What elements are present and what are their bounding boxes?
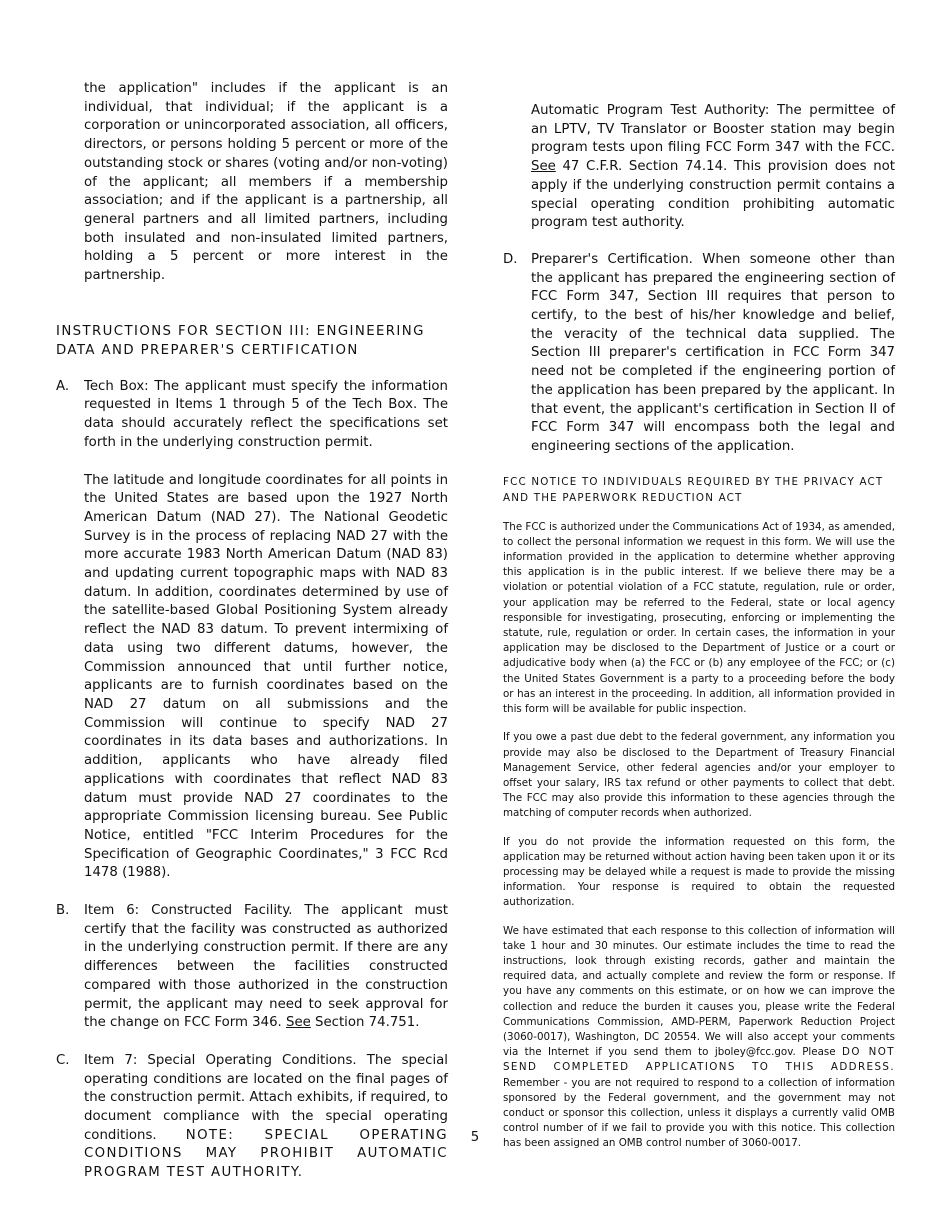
notice-paragraph-4 bbox=[503, 924, 895, 1152]
auto-test-paragraph bbox=[503, 102, 895, 233]
item-a-letter: A. bbox=[56, 378, 70, 394]
item-a-text2: The latitude and longitude coordinates for all points in the United States are based upon the 1927 North American Datum (NAD 27). The National Geodetic Survey is in the process of replacing NAD 27 with the more accurate 1983 North American Datum (NAD 83) and updating current topographic maps with NAD 83 datum. In addition, coordinates determined by use of the satellite-based Global Positioning System already reflect the NAD 83 datum. To prevent intermixing of data using two different datums, however, the Commission announced that until further notice, applicants are to furnish coordinates based on the NAD 27 datum on all submissions and the Commission will continue to specify NAD 27 coordinates in its data bases and authorizations. In addition, applicants who have already filed applications with coordinates that reflect NAD 83 datum must provide NAD 27 coordinates to the appropriate Commission licensing bureau. See Public Notice, entitled "FCC Interim Procedures for the Specification of Geographic Coordinates," 3 FCC Rcd 1478 (1988). bbox=[84, 472, 448, 881]
auto-test-see: See bbox=[531, 159, 556, 175]
item-c-note: NOTE: SPECIAL OPERATING CONDITIONS MAY PROHIBIT AUTOMATIC PROGRAM TEST AUTHORITY. bbox=[84, 1127, 448, 1181]
item-c-text: Item 7: Special Operating Conditions. The special operating conditions are located on the final pages of the construction permit. Attach exhibits, if required, to document compliance with the special operating conditions. bbox=[84, 1052, 448, 1143]
item-b-text: Item 6: Constructed Facility. The applicant must certify that the facility was constructed as authorized in the underlying construction permit. If there are any differences between the facilities constructed compared with those authorized in the construction permit, the applicant may need to seek approval for the change on FCC Form 346. bbox=[84, 903, 448, 1031]
item-a-text: Tech Box: The applicant must specify the information requested in Items 1 through 5 of the Tech Box. The data should accurately reflect the specifications set forth in the underlying construction permit. bbox=[84, 378, 448, 450]
item-b-paragraph bbox=[84, 902, 448, 1033]
item-a bbox=[56, 378, 448, 883]
item-c-paragraph bbox=[84, 1052, 448, 1183]
intro-paragraph: the application" includes if the applicant is an individual, that individual; if the applicant is a corporation or unincorporated association, all officers, directors, or persons holding 5 percent or more of the outstanding stock or shares (voting and/or non-voting) of the applicant; all members if a membership association; and if the applicant is a partnership, all general partners and all limited partners, including both insulated and non-insulated limited partners, holding a 5 percent or more interest in the partnership. bbox=[84, 81, 448, 284]
notice-paragraph-3: If you do not provide the information requested on this form, the application may be returned without action having been taken upon it or its processing may be delayed while a request is made to provide the missing information. Your response is required to obtain the requested authorization. bbox=[503, 835, 895, 909]
item-d bbox=[503, 251, 895, 457]
item-c bbox=[56, 1052, 448, 1183]
item-b-text-end: Section 74.751. bbox=[310, 1015, 420, 1031]
page-number: 5 bbox=[470, 1130, 480, 1145]
notice-heading: FCC NOTICE TO INDIVIDUALS REQUIRED BY THE PRIVACY ACT AND THE PAPERWORK REDUCTION ACT bbox=[503, 475, 884, 504]
auto-test-text-end: 47 C.F.R. Section 74.14. This provision does not apply if the underlying construction permit contains a special operating condition prohibiting automatic program test authority. bbox=[531, 159, 895, 231]
notice-p4-caps: DO NOT SEND COMPLETED APPLICATIONS TO THIS ADDRESS. bbox=[503, 1046, 895, 1074]
right-column bbox=[503, 102, 895, 1152]
item-d-letter: D. bbox=[503, 251, 518, 267]
item-b-see: See bbox=[286, 1015, 311, 1031]
item-c-letter: C. bbox=[56, 1052, 70, 1068]
auto-test-text: Automatic Program Test Authority: The permittee of an LPTV, TV Translator or Booster station may begin program tests upon filing FCC Form 347 with the FCC. bbox=[531, 103, 895, 156]
notice-paragraph-1: The FCC is authorized under the Communications Act of 1934, as amended, to collect the personal information we request in this form. We will use the information provided in the application to determine whether approving this application is in the public interest. If we believe there may be a violation or potential violation of a FCC statute, regulation, rule or order, your application may be referred to the Federal, state or local agency responsible for investigating, prosecuting, enforcing or implementing the statute, rule, regulation or order. In certain cases, the information in your application may be disclosed to the Department of Justice or a court or adjudicative body when (a) the FCC or (b) any employee of the FCC; or (c) the United States Government is a party to a proceeding before the body or has an interest in the proceeding. In addition, all information provided in this form will be available for public inspection. bbox=[503, 520, 895, 716]
notice-p4-text: We have estimated that each response to this collection of information will take 1 hour and 30 minutes. Our estimate includes the time to read the instructions, look through existing records, gather and maintain the required data, and actually complete and review the form or response. If you have any comments on this estimate, or on how we can improve the collection and reduce the burden it causes you, please write the Federal Communications Commission, AMD-PERM, Paperwork Reduction Project (3060-0017), Washington, DC 20554. We will also accept your comments via the Internet if you send them to jboley@fcc.gov. Please bbox=[503, 924, 895, 1059]
item-b-letter: B. bbox=[56, 903, 70, 919]
notice-paragraph-2: If you owe a past due debt to the federal government, any information you provide may also be disclosed to the Department of Treasury Financial Management Service, other federal agencies and/or your employer to offset your salary, IRS tax refund or other payments to collect that debt. The FCC may also provide this information to these agencies through the matching of computer records when authorized. bbox=[503, 731, 895, 820]
item-b bbox=[56, 902, 448, 1033]
notice-p4-text-end: Remember - you are not required to respond to a collection of information sponsored by the Federal government, and the government may not conduct or sponsor this collection, unless it displays a currently valid OMB control number of if we fail to provide you with this notice. This collection has been assigned an OMB control number of 3060-0017. bbox=[503, 1076, 895, 1150]
item-d-text: Preparer's Certification. When someone other than the applicant has prepared the engineering section of FCC Form 347, Section III requires that person to certify, to the best of his/her knowledge and belief, the veracity of the technical data supplied. The Section III preparer's certification in FCC Form 347 need not be completed if the engineering portion of the application has been prepared by the applicant. In that event, the applicant's certification in Section II of FCC Form 347 will encompass both the legal and engineering sections of the application. bbox=[531, 251, 895, 454]
section-heading: INSTRUCTIONS FOR SECTION III: ENGINEERING DATA AND PREPARER'S CERTIFICATION bbox=[56, 323, 425, 358]
left-column bbox=[56, 80, 448, 1183]
